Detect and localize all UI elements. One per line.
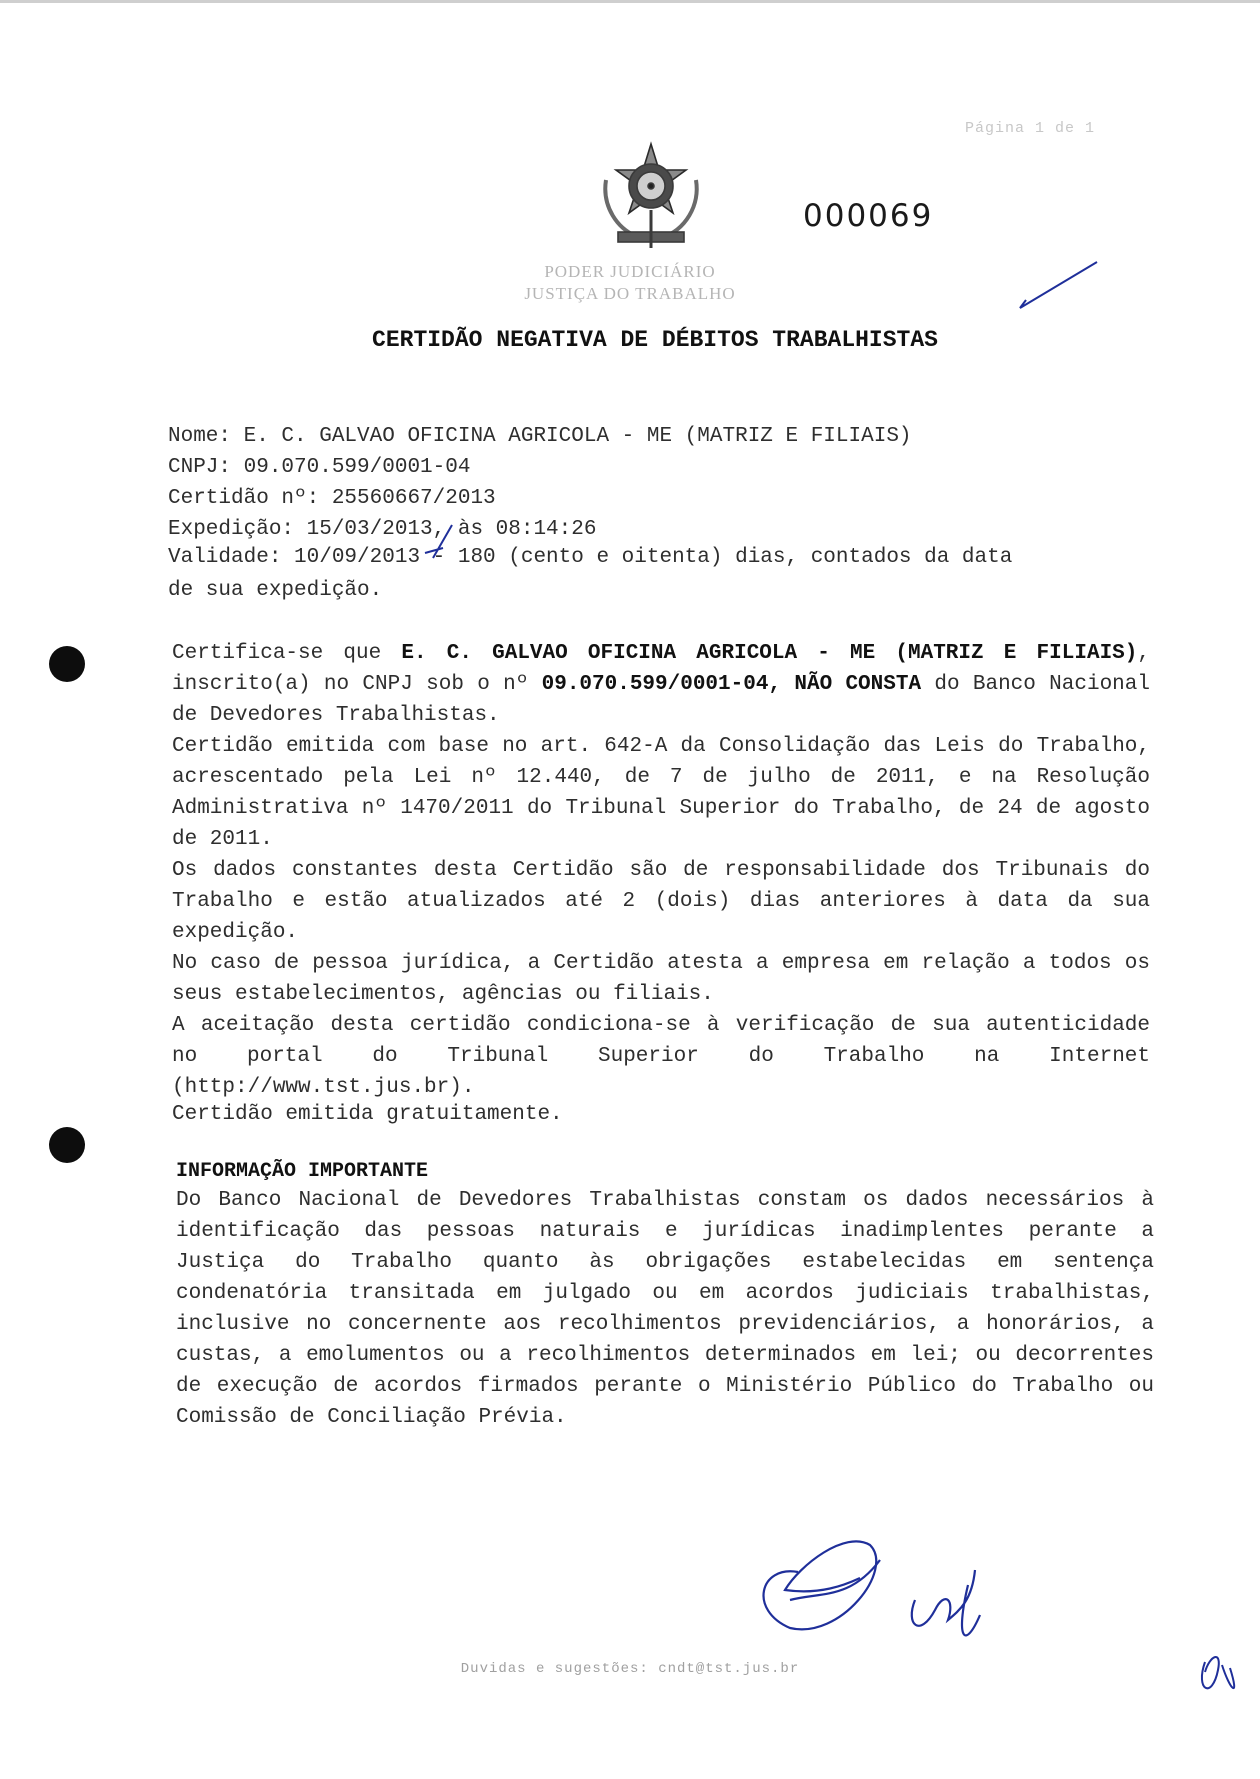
legal-entity-paragraph: No caso de pessoa jurídica, a Certidão atesta a empresa em relação a todos os seus estabelecimentos, agências ou filiais. bbox=[172, 952, 1150, 1006]
important-info-text: Do Banco Nacional de Devedores Trabalhistas constam os dados necessários à identificação das pessoas naturais e jurídicas inadimplentes perante a Justiça do Trabalho quanto às obrigações estabelecidas em sentença condenatória transitada em julgado ou em acordos judiciais trabalhistas, inclusive no concernente aos recolhimentos previdenciários, a honorários, a custas, a emolumentos ou a recolhimentos determinados em lei; ou decorrentes de execução de acordos firmados perante o Ministério Público do Trabalho ou Comissão de Conciliação Prévia. bbox=[176, 1189, 1154, 1429]
national-coat-of-arms-icon bbox=[596, 140, 706, 252]
company-cnpj: 09.070.599/0001-04 bbox=[541, 673, 769, 696]
validity-line: Validade: 10/09/2013 - 180 (cento e oitenta) dias, contados da data bbox=[168, 546, 1013, 569]
status-badge: NÃO CONSTA bbox=[794, 673, 922, 696]
stamp-number: 000069 bbox=[803, 198, 934, 234]
issue-date-line: Expedição: 15/03/2013, às 08:14:26 bbox=[168, 518, 597, 541]
scan-edge bbox=[0, 0, 1260, 3]
binder-hole-icon bbox=[49, 1127, 85, 1163]
institution-line-1: PODER JUDICIÁRIO bbox=[544, 262, 716, 281]
authenticity-paragraph: A aceitação desta certidão condiciona-se à verificação de sua autenticidade no portal do Tribunal Superior do Trabalho na Internet (http://www.tst.jus.br). bbox=[172, 1014, 1150, 1099]
important-info-heading: INFORMAÇÃO IMPORTANTE bbox=[176, 1160, 429, 1183]
company-name: E. C. GALVAO OFICINA AGRICOLA - ME (MATRIZ E FILIAIS) bbox=[401, 642, 1138, 665]
page-title: CERTIDÃO NEGATIVA DE DÉBITOS TRABALHISTAS bbox=[372, 327, 938, 353]
certificate-number-line: Certidão nº: 25560667/2013 bbox=[168, 487, 496, 510]
binder-hole-icon bbox=[49, 646, 85, 682]
institution-line-2: JUSTIÇA DO TRABALHO bbox=[524, 284, 736, 303]
cnpj-line: CNPJ: 09.070.599/0001-04 bbox=[168, 456, 471, 479]
data-source-paragraph: Os dados constantes desta Certidão são de responsabilidade dos Tribunais do Trabalho e estão atualizados até 2 (dois) dias anteriores à data da sua expedição. bbox=[172, 859, 1150, 944]
validity-line-continued: de sua expedição. bbox=[168, 579, 383, 602]
page-label: Página 1 de 1 bbox=[965, 120, 1096, 137]
name-line: Nome: E. C. GALVAO OFICINA AGRICOLA - ME (MATRIZ E FILIAIS) bbox=[168, 425, 912, 448]
legal-basis-paragraph: Certidão emitida com base no art. 642-A da Consolidação das Leis do Trabalho, acrescentado pela Lei nº 12.440, de 7 de julho de 2011, e na Resolução Administrativa nº 1470/2011 do Tribunal Superior do Trabalho, de 24 de agosto de 2011. bbox=[172, 735, 1150, 851]
free-issue-line: Certidão emitida gratuitamente. bbox=[172, 1103, 563, 1126]
handwritten-signature-icon bbox=[764, 1541, 980, 1635]
certification-paragraph: Certifica-se que E. C. GALVAO OFICINA AGRICOLA - ME (MATRIZ E FILIAIS), inscrito(a) no CNPJ sob o nº 09.070.599/0001-04, NÃO CONSTA do Banco Nacional de Devedores Trabalhistas. bbox=[172, 642, 1150, 727]
contact-footer: Duvidas e sugestões: cndt@tst.jus.br bbox=[460, 1661, 800, 1677]
